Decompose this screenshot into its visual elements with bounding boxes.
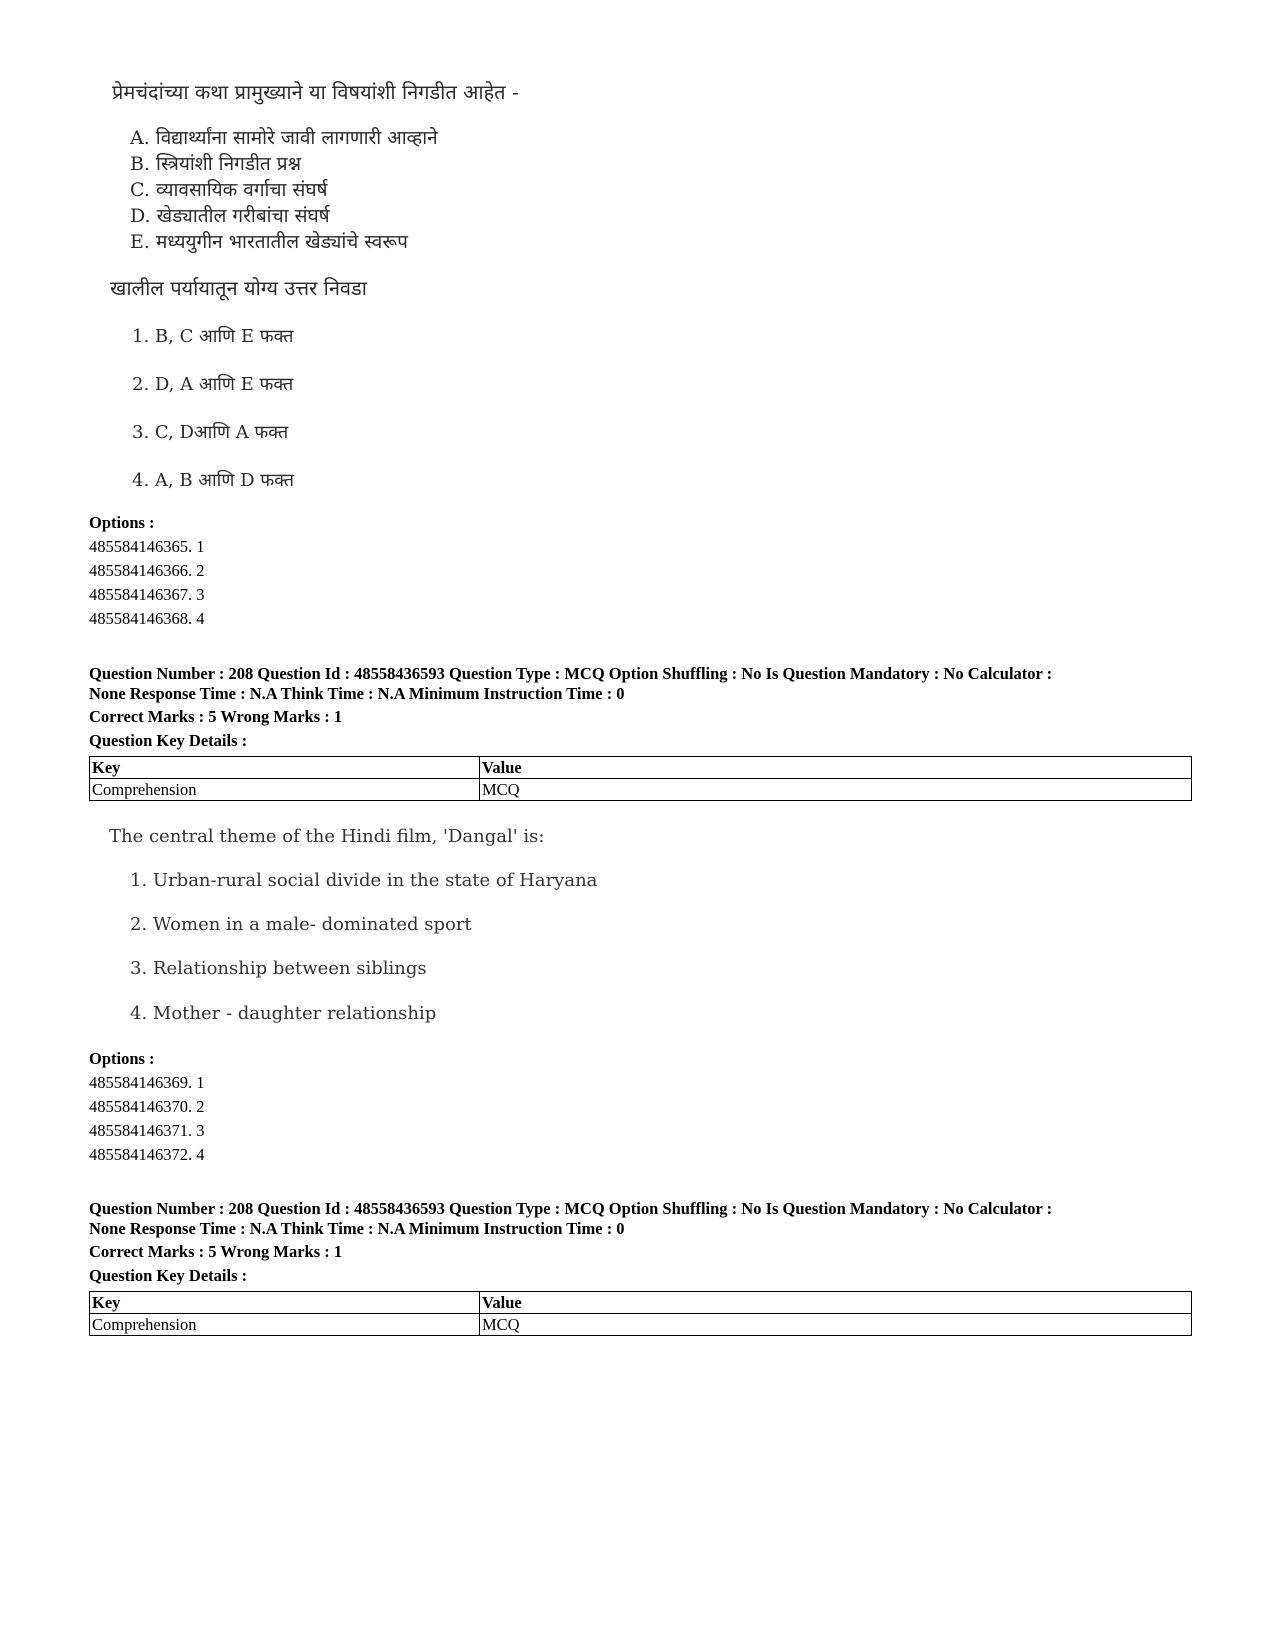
option-item: 485584146372. 4	[89, 1145, 205, 1164]
option-item: 485584146365. 1	[89, 537, 205, 556]
option-item: 485584146370. 2	[89, 1097, 205, 1116]
statement-b: B. स्त्रियांशी निगडीत प्रश्न	[130, 153, 302, 175]
statement-a: A. विद्यार्थ्यांना सामोरे जावी लागणारी आव्हाने	[130, 127, 438, 149]
question-meta-line-2: None Response Time : N.A Think Time : N.A Minimum Instruction Time : 0	[89, 684, 625, 703]
question-instruction: खालील पर्यायातून योग्य उत्तर निवडा	[110, 276, 367, 300]
option-item: 485584146369. 1	[89, 1073, 205, 1092]
answer-choice-1: 1. Urban-rural social divide in the state of Haryana	[130, 870, 598, 891]
table-header-value: Value	[480, 757, 1192, 779]
table-cell-key: Comprehension	[90, 1314, 480, 1336]
question-key-table	[89, 756, 1192, 801]
answer-choice-1: 1. B, C आणि E फक्त	[132, 326, 294, 347]
table-header-row	[90, 1292, 1192, 1314]
option-item: 485584146366. 2	[89, 561, 205, 580]
marks-line: Correct Marks : 5 Wrong Marks : 1	[89, 707, 343, 726]
table-cell-value: MCQ	[480, 1314, 1192, 1336]
question-meta	[89, 1199, 1199, 1239]
options-label: Options :	[89, 513, 155, 532]
table-cell-key: Comprehension	[90, 779, 480, 801]
answer-choice-3: 3. C, Dआणि A फक्त	[132, 422, 289, 443]
answer-choice-4: 4. A, B आणि D फक्त	[132, 470, 295, 491]
table-header-key: Key	[90, 1292, 480, 1314]
statement-e: E. मध्ययुगीन भारतातील खेड्यांचे स्वरूप	[130, 231, 408, 253]
answer-choice-4: 4. Mother - daughter relationship	[130, 1003, 437, 1024]
answer-choice-3: 3. Relationship between siblings	[130, 958, 427, 979]
question-meta-line-2: None Response Time : N.A Think Time : N.A Minimum Instruction Time : 0	[89, 1219, 625, 1238]
marks-line: Correct Marks : 5 Wrong Marks : 1	[89, 1242, 343, 1261]
table-header-row	[90, 757, 1192, 779]
table-row	[90, 779, 1192, 801]
question-stem: The central theme of the Hindi film, 'Dangal' is:	[109, 826, 545, 847]
option-item: 485584146371. 3	[89, 1121, 205, 1140]
key-details-label: Question Key Details :	[89, 1266, 248, 1285]
option-item: 485584146368. 4	[89, 609, 205, 628]
table-row	[90, 1314, 1192, 1336]
options-label: Options :	[89, 1049, 155, 1068]
table-header-value: Value	[480, 1292, 1192, 1314]
question-key-table	[89, 1291, 1192, 1336]
answer-choice-2: 2. Women in a male- dominated sport	[130, 914, 472, 935]
statement-d: D. खेड्यातील गरीबांचा संघर्ष	[130, 205, 330, 227]
table-header-key: Key	[90, 757, 480, 779]
key-details-label: Question Key Details :	[89, 731, 248, 750]
table-cell-value: MCQ	[480, 779, 1192, 801]
question-meta-line-1: Question Number : 208 Question Id : 48558436593 Question Type : MCQ Option Shuffling : No Is Question Mandatory : No Calculator :	[89, 664, 1053, 683]
question-meta-line-1: Question Number : 208 Question Id : 48558436593 Question Type : MCQ Option Shuffling : No Is Question Mandatory : No Calculator :	[89, 1199, 1053, 1218]
answer-choice-2: 2. D, A आणि E फक्त	[132, 374, 294, 395]
statement-c: C. व्यावसायिक वर्गाचा संघर्ष	[130, 179, 328, 201]
question-stem: प्रेमचंदांच्या कथा प्रामुख्याने या विषयांशी निगडीत आहेत -	[112, 80, 519, 104]
option-item: 485584146367. 3	[89, 585, 205, 604]
question-meta	[89, 664, 1199, 704]
